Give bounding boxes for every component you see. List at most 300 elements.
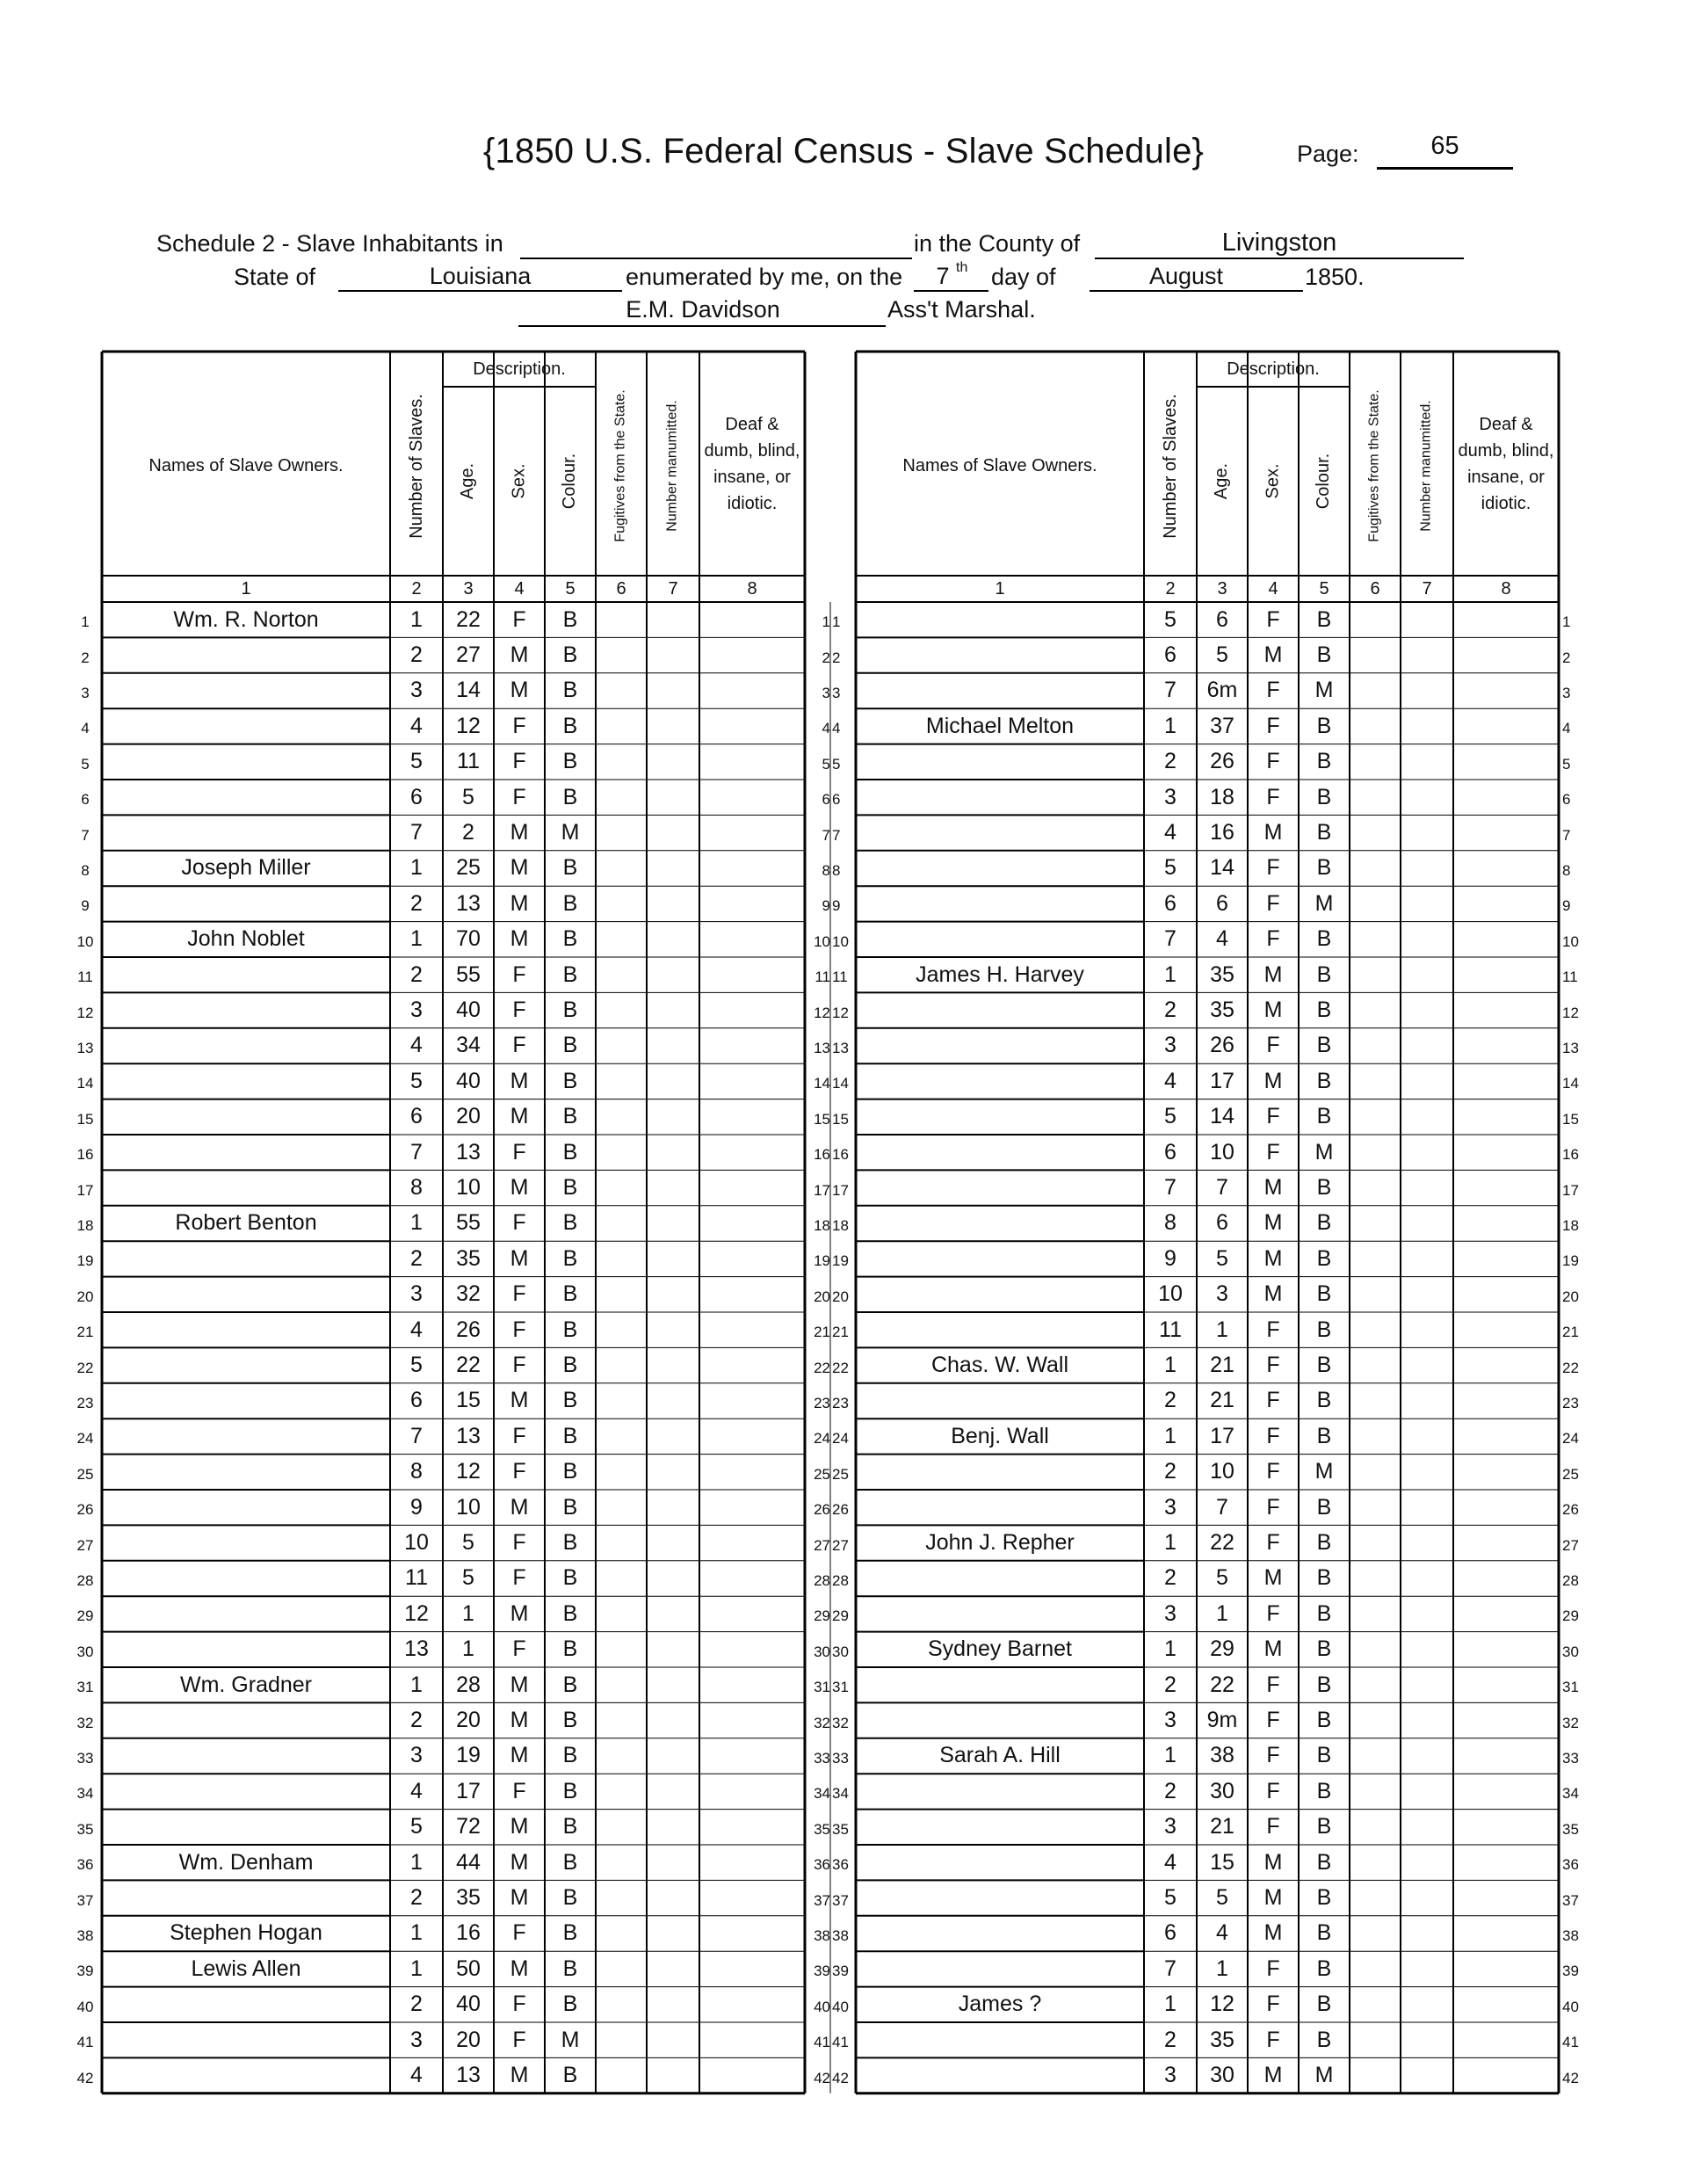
right-colour: B [1316, 1708, 1332, 1733]
left-owner-name [102, 1702, 390, 1738]
right-owner-name [856, 744, 1144, 780]
row-number-outer-left: 35 [76, 1820, 94, 1838]
row-number-center-left: 34 [814, 1785, 830, 1803]
left-colour: B [562, 1317, 578, 1342]
left-sex: F [512, 1210, 526, 1236]
row-number-outer-left: 19 [76, 1252, 94, 1270]
row-number-outer-right: 19 [1562, 1252, 1579, 1270]
right-colour: M [1314, 890, 1334, 916]
right-sex: F [1266, 1600, 1280, 1626]
right-owner-name [856, 992, 1144, 1027]
right-sex: F [1266, 749, 1280, 774]
right-age: 29 [1210, 1636, 1234, 1662]
left-slave-number: 6 [410, 1388, 423, 1413]
left-age: 5 [462, 1530, 474, 1556]
row-number-outer-right: 14 [1562, 1075, 1579, 1092]
right-age: 10 [1210, 1139, 1234, 1165]
row-number-outer-right: 24 [1562, 1430, 1579, 1448]
row-number-center-right: 26 [832, 1501, 849, 1519]
left-slave-number: 1 [410, 606, 423, 632]
right-slave-number: 9 [1164, 1245, 1177, 1271]
right-slave-number: 4 [1164, 820, 1177, 845]
right-age: 1 [1216, 1317, 1228, 1342]
schedule-label: Schedule 2 - Slave Inhabitants in [156, 230, 503, 257]
right-owner-name [856, 1667, 1144, 1702]
right-sex: F [1266, 678, 1280, 703]
left-age: 10 [456, 1175, 481, 1201]
right-slave-number: 10 [1158, 1281, 1183, 1307]
right-slave-number: 1 [1164, 1743, 1177, 1768]
right-colour: M [1314, 2063, 1334, 2088]
right-age: 7 [1216, 1494, 1228, 1520]
right-slave-number: 1 [1164, 1353, 1177, 1378]
right-age: 26 [1210, 1033, 1234, 1058]
row-number-center-right: 41 [832, 2034, 849, 2051]
right-slave-number: 7 [1164, 1175, 1177, 1201]
left-owner-name [102, 1347, 390, 1382]
row-number-center-right: 4 [832, 720, 841, 737]
right-slave-number: 5 [1164, 855, 1177, 881]
left-sex: M [510, 1885, 529, 1911]
row-number-center-left: 40 [814, 1998, 830, 2015]
right-owner-name [856, 1206, 1144, 1241]
row-number-outer-right: 4 [1562, 720, 1571, 737]
right-slave-number: 2 [1164, 1459, 1177, 1484]
right-colour: B [1316, 784, 1332, 809]
row-number-outer-right: 28 [1562, 1571, 1579, 1589]
left-sex: M [510, 1814, 529, 1839]
right-sex: F [1266, 1104, 1280, 1129]
left-age: 25 [456, 855, 481, 881]
right-age: 22 [1210, 1530, 1234, 1556]
row-number-outer-right: 38 [1562, 1926, 1579, 1944]
row-number-center-left: 32 [814, 1714, 830, 1731]
row-number-center-right: 14 [832, 1075, 849, 1092]
right-colour: M [1314, 678, 1334, 703]
row-number-outer-left: 1 [81, 613, 90, 631]
left-age: 14 [456, 678, 481, 703]
row-number-center-right: 5 [832, 755, 841, 773]
right-owner-name [856, 851, 1144, 886]
right-age: 21 [1210, 1814, 1234, 1839]
row-number-outer-left: 34 [76, 1785, 94, 1803]
left-sex: M [510, 1494, 529, 1520]
left-owner-name: Lewis Allen [191, 1955, 301, 1981]
left-owner-name: Wm. Denham [178, 1849, 314, 1875]
right-column-number: 7 [1422, 578, 1432, 599]
right-sex: M [1263, 961, 1283, 987]
right-column-number: 4 [1268, 578, 1278, 599]
left-sex: F [512, 1530, 526, 1556]
left-slave-number: 5 [410, 1353, 423, 1378]
left-slave-number: 2 [410, 890, 423, 916]
row-number-center-left: 22 [814, 1359, 830, 1376]
left-sex: F [512, 749, 526, 774]
right-slave-number: 8 [1164, 1210, 1177, 1236]
left-slave-number: 2 [410, 1708, 423, 1733]
right-sex: F [1266, 1353, 1280, 1378]
left-slave-number: 1 [410, 855, 423, 881]
row-number-center-left: 29 [814, 1607, 830, 1625]
row-number-outer-left: 9 [81, 897, 90, 915]
row-number-center-left: 25 [814, 1465, 830, 1483]
row-number-center-left: 28 [814, 1571, 830, 1589]
right-colour: M [1314, 1459, 1334, 1484]
left-age: 16 [456, 1920, 481, 1946]
row-number-outer-right: 8 [1562, 861, 1571, 879]
row-number-center-left: 33 [814, 1749, 830, 1767]
right-owner-name [856, 1170, 1144, 1205]
row-number-outer-left: 37 [76, 1891, 94, 1909]
row-number-outer-left: 12 [76, 1004, 94, 1021]
row-number-center-right: 32 [832, 1714, 849, 1731]
col-age-header-right: Age. [1212, 462, 1232, 500]
left-sex: F [512, 784, 526, 809]
right-owner-name [856, 637, 1144, 672]
row-number-outer-left: 36 [76, 1856, 94, 1874]
row-number-outer-left: 24 [76, 1430, 94, 1448]
row-number-center-left: 35 [814, 1820, 830, 1838]
row-number-center-right: 38 [832, 1926, 849, 1944]
left-slave-number: 6 [410, 1104, 423, 1129]
row-number-outer-right: 12 [1562, 1004, 1579, 1021]
left-sex: F [512, 961, 526, 987]
row-number-center-right: 23 [832, 1394, 849, 1411]
left-age: 32 [456, 1281, 481, 1307]
left-colour: B [562, 1068, 578, 1093]
right-slave-number: 7 [1164, 678, 1177, 703]
right-sex: F [1266, 1530, 1280, 1556]
left-slave-number: 5 [410, 1814, 423, 1839]
row-number-outer-left: 27 [76, 1536, 94, 1554]
left-owner-name [102, 1170, 390, 1205]
row-number-center-right: 40 [832, 1998, 849, 2015]
marshal-name: E.M. Davidson [626, 296, 780, 323]
left-sex: F [512, 1423, 526, 1448]
row-number-center-right: 22 [832, 1359, 849, 1376]
row-number-center-right: 20 [832, 1288, 849, 1305]
row-number-outer-left: 3 [81, 684, 90, 701]
right-sex: F [1266, 1317, 1280, 1342]
left-age: 13 [456, 890, 481, 916]
left-colour: B [562, 1353, 578, 1378]
left-sex: M [510, 678, 529, 703]
day-value: 7 [936, 263, 950, 289]
left-sex: M [510, 1104, 529, 1129]
left-owner-name [102, 886, 390, 921]
row-number-center-left: 36 [814, 1856, 830, 1874]
right-owner-name [856, 1063, 1144, 1099]
right-slave-number: 2 [1164, 1388, 1177, 1413]
right-sex: F [1266, 1814, 1280, 1839]
row-number-center-right: 29 [832, 1607, 849, 1625]
right-slave-number: 6 [1164, 1920, 1177, 1946]
left-age: 5 [462, 784, 474, 809]
row-number-center-left: 7 [822, 826, 830, 844]
left-owner-name [102, 1774, 390, 1809]
right-age: 1 [1216, 1955, 1228, 1981]
right-colour: B [1316, 1636, 1332, 1662]
col-fugitives-header-right: Fugitives from the State. [1367, 389, 1382, 542]
row-number-center-left: 1 [822, 613, 830, 631]
right-owner-name [856, 1241, 1144, 1276]
left-column-number: 4 [514, 578, 525, 599]
right-slave-number: 7 [1164, 1955, 1177, 1981]
left-colour: B [562, 642, 578, 668]
row-number-center-right: 25 [832, 1465, 849, 1483]
row-number-center-right: 42 [832, 2069, 849, 2086]
row-number-outer-right: 32 [1562, 1714, 1579, 1731]
row-number-outer-right: 15 [1562, 1110, 1579, 1128]
row-number-outer-right: 3 [1562, 684, 1571, 701]
right-age: 5 [1216, 1565, 1228, 1591]
left-owner-name [102, 1561, 390, 1596]
right-sex: F [1266, 1033, 1280, 1058]
left-age: 12 [456, 713, 481, 738]
left-sex: F [512, 1033, 526, 1058]
left-column-number: 7 [668, 578, 678, 599]
row-number-outer-right: 13 [1562, 1039, 1579, 1056]
row-number-center-left: 42 [814, 2069, 830, 2086]
left-slave-number: 4 [410, 1033, 423, 1058]
left-owner-name [102, 673, 390, 708]
left-colour: B [562, 1494, 578, 1520]
left-sex: F [512, 2027, 526, 2052]
right-owner-name [856, 2022, 1144, 2057]
right-owner-name: James ? [958, 1992, 1042, 2017]
right-slave-number: 1 [1164, 1423, 1177, 1448]
left-owner-name [102, 1987, 390, 2022]
row-number-outer-left: 20 [76, 1288, 94, 1305]
county-label: in the County of [914, 230, 1081, 257]
left-age: 26 [456, 1317, 481, 1342]
left-age: 50 [456, 1955, 481, 1981]
right-owner-name [856, 2057, 1144, 2093]
right-slave-number: 3 [1164, 1814, 1177, 1839]
row-number-center-right: 13 [832, 1039, 849, 1056]
left-colour: B [562, 1778, 578, 1803]
right-slave-number: 4 [1164, 1068, 1177, 1093]
left-slave-number: 1 [410, 926, 423, 952]
right-sex: M [1263, 820, 1283, 845]
row-number-outer-right: 40 [1562, 1998, 1579, 2015]
right-owner-name: Chas. W. Wall [930, 1353, 1069, 1378]
left-colour: B [562, 926, 578, 952]
right-sex: F [1266, 926, 1280, 952]
row-number-outer-right: 20 [1562, 1288, 1579, 1305]
left-slave-number: 9 [410, 1494, 423, 1520]
right-colour: B [1316, 1992, 1332, 2017]
left-owner-name: Joseph Miller [181, 855, 311, 881]
right-colour: B [1316, 1104, 1332, 1129]
right-age: 10 [1210, 1459, 1234, 1484]
right-sex: M [1263, 1068, 1283, 1093]
row-number-center-right: 1 [832, 613, 841, 631]
row-number-outer-right: 10 [1562, 932, 1579, 950]
row-number-center-left: 21 [814, 1324, 830, 1341]
left-age: 13 [456, 2063, 481, 2088]
right-slave-number: 3 [1164, 2063, 1177, 2088]
left-colour: B [562, 1033, 578, 1058]
left-slave-number: 13 [404, 1636, 429, 1662]
left-colour: B [562, 890, 578, 916]
left-slave-number: 2 [410, 961, 423, 987]
left-sex: M [510, 1245, 529, 1271]
col-deaf-header: Deaf & dumb, blind, insane, or idiotic. [704, 414, 800, 513]
left-colour: B [562, 1600, 578, 1626]
row-number-outer-left: 33 [76, 1749, 94, 1767]
left-column-number: 8 [747, 578, 757, 599]
left-sex: F [512, 1317, 526, 1342]
row-number-center-right: 24 [832, 1430, 849, 1448]
left-sex: F [512, 1139, 526, 1165]
right-slave-number: 2 [1164, 1672, 1177, 1697]
right-owner-name [856, 1880, 1144, 1915]
right-owner-name [856, 602, 1144, 637]
right-sex: F [1266, 1778, 1280, 1803]
row-number-outer-left: 7 [81, 826, 90, 844]
right-owner-name [856, 780, 1144, 815]
col-age-header: Age. [458, 462, 478, 500]
right-column-number: 8 [1501, 578, 1511, 599]
right-sex: M [1263, 2063, 1283, 2088]
right-sex: M [1263, 1849, 1283, 1875]
left-owner-name [102, 780, 390, 815]
right-age: 6m [1206, 678, 1238, 703]
right-colour: B [1316, 713, 1332, 738]
right-age: 4 [1216, 926, 1228, 952]
left-colour: B [562, 998, 578, 1023]
left-colour: B [562, 1565, 578, 1591]
left-sex: M [510, 1175, 529, 1201]
left-owner-name [102, 1632, 390, 1667]
page-label: Page: [1297, 141, 1359, 167]
left-age: 22 [456, 606, 481, 632]
left-slave-number: 1 [410, 1210, 423, 1236]
left-owner-name [102, 1099, 390, 1135]
right-age: 15 [1210, 1849, 1234, 1875]
right-owner-name [856, 1951, 1144, 1986]
right-owner-name [856, 922, 1144, 957]
right-slave-number: 6 [1164, 642, 1177, 668]
right-colour: B [1316, 961, 1332, 987]
left-slave-number: 5 [410, 749, 423, 774]
row-number-outer-right: 18 [1562, 1216, 1579, 1234]
row-number-center-left: 31 [814, 1679, 830, 1696]
row-number-outer-left: 26 [76, 1501, 94, 1519]
right-owner-name [856, 1490, 1144, 1525]
left-sex: M [510, 1955, 529, 1981]
right-age: 37 [1210, 713, 1234, 738]
right-age: 30 [1210, 1778, 1234, 1803]
row-number-outer-left: 18 [76, 1216, 94, 1234]
right-colour: B [1316, 1885, 1332, 1911]
left-colour: B [562, 961, 578, 987]
row-number-outer-right: 9 [1562, 897, 1571, 915]
left-colour: B [562, 1245, 578, 1271]
left-colour: B [562, 1743, 578, 1768]
right-sex: M [1263, 1920, 1283, 1946]
right-slave-number: 1 [1164, 1636, 1177, 1662]
left-colour: M [561, 2027, 580, 2052]
right-slave-number: 5 [1164, 1885, 1177, 1911]
left-age: 70 [456, 926, 481, 952]
right-age: 35 [1210, 2027, 1234, 2052]
row-number-center-left: 16 [814, 1146, 830, 1164]
left-owner-name [102, 815, 390, 850]
right-sex: F [1266, 606, 1280, 632]
left-sex: F [512, 1281, 526, 1307]
right-colour: B [1316, 1494, 1332, 1520]
row-number-outer-right: 27 [1562, 1536, 1579, 1554]
row-number-center-right: 18 [832, 1216, 849, 1234]
row-number-center-right: 7 [832, 826, 841, 844]
right-colour: B [1316, 1849, 1332, 1875]
left-age: 27 [456, 642, 481, 668]
right-owner-name [856, 1277, 1144, 1312]
row-number-outer-left: 40 [76, 1998, 94, 2015]
right-colour: B [1316, 1920, 1332, 1946]
left-age: 20 [456, 1708, 481, 1733]
right-sex: F [1266, 1459, 1280, 1484]
right-sex: M [1263, 998, 1283, 1023]
right-sex: F [1266, 1992, 1280, 2017]
row-number-center-right: 10 [832, 932, 849, 950]
left-owner-name [102, 992, 390, 1027]
left-owner-name: John Noblet [187, 926, 305, 952]
row-number-center-right: 39 [832, 1963, 849, 1980]
left-colour: B [562, 1708, 578, 1733]
row-number-center-left: 3 [822, 684, 830, 701]
right-column-number: 5 [1319, 578, 1329, 599]
right-age: 7 [1216, 1175, 1228, 1201]
left-owner-name [102, 637, 390, 672]
right-age: 18 [1210, 784, 1234, 809]
enumerated-label: enumerated by me, on the [626, 264, 903, 290]
right-colour: B [1316, 1245, 1332, 1271]
left-colour: B [562, 749, 578, 774]
left-slave-number: 12 [404, 1600, 429, 1626]
left-owner-name [102, 708, 390, 744]
right-colour: B [1316, 1210, 1332, 1236]
right-age: 35 [1210, 998, 1234, 1023]
row-number-outer-left: 8 [81, 861, 90, 879]
left-colour: B [562, 1849, 578, 1875]
right-colour: B [1316, 1317, 1332, 1342]
right-slave-number: 1 [1164, 713, 1177, 738]
left-age: 35 [456, 1885, 481, 1911]
right-colour: B [1316, 1353, 1332, 1378]
year-value: 1850. [1305, 264, 1365, 290]
right-colour: B [1316, 2027, 1332, 2052]
left-slave-number: 7 [410, 820, 423, 845]
row-number-outer-right: 1 [1562, 613, 1571, 631]
row-number-center-left: 13 [814, 1039, 830, 1056]
left-slave-number: 11 [405, 1565, 428, 1591]
right-slave-number: 3 [1164, 784, 1177, 809]
left-slave-number: 8 [410, 1175, 423, 1201]
state-label: State of [234, 264, 316, 290]
right-sex: M [1263, 1210, 1283, 1236]
row-number-center-right: 12 [832, 1004, 849, 1021]
row-number-outer-right: 22 [1562, 1359, 1579, 1376]
row-number-center-right: 21 [832, 1324, 849, 1341]
col-description-header: Description. [473, 359, 566, 379]
row-number-center-left: 38 [814, 1926, 830, 1944]
row-number-outer-right: 37 [1562, 1891, 1579, 1909]
row-number-outer-left: 28 [76, 1571, 94, 1589]
left-slave-number: 4 [410, 1317, 423, 1342]
